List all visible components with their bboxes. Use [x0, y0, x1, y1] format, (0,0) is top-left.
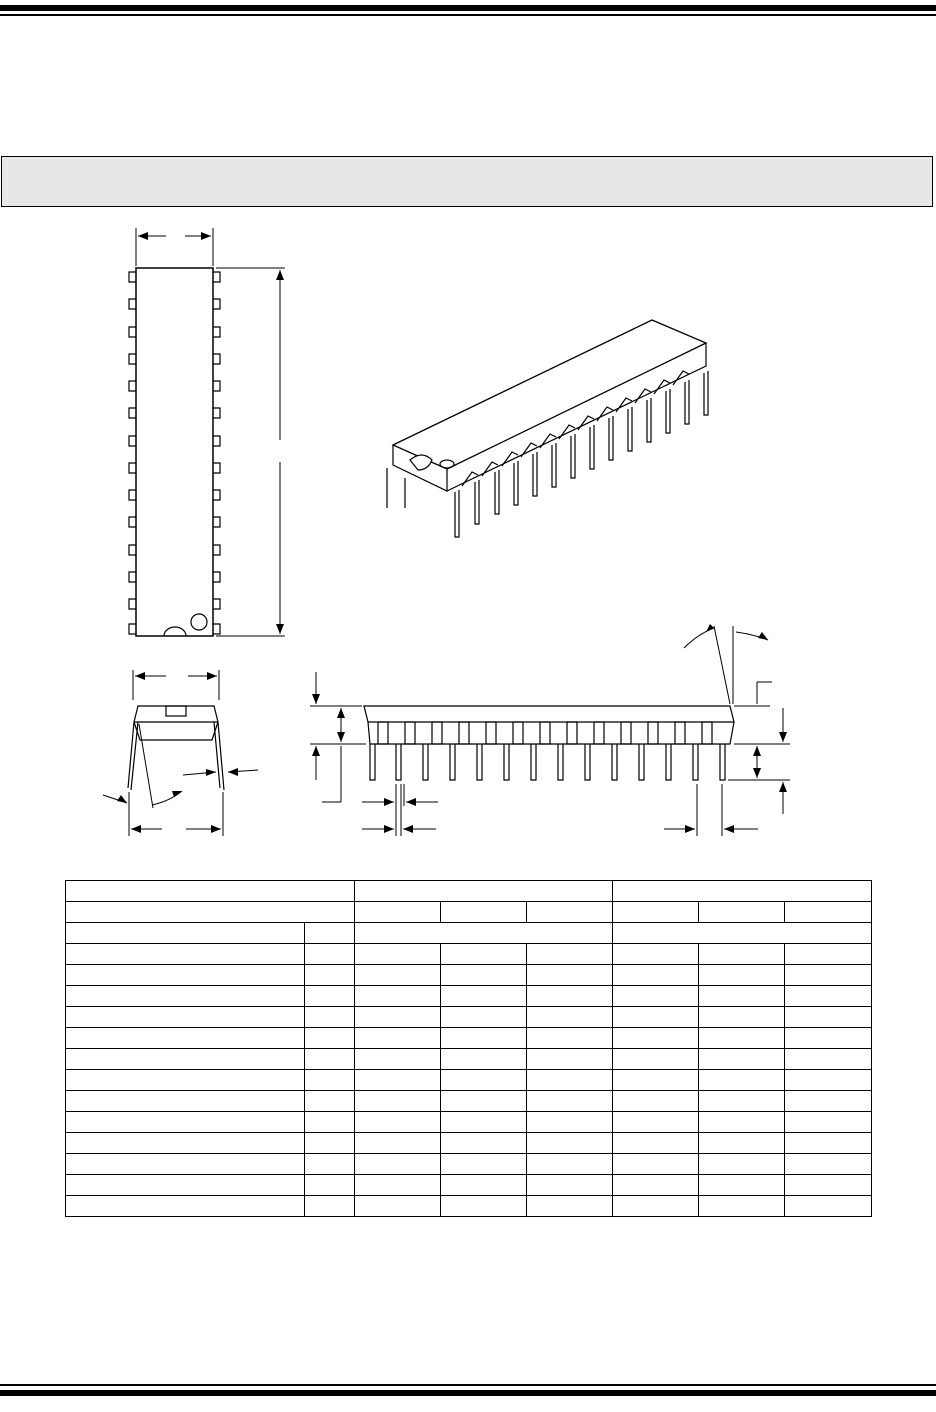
table-cell [699, 902, 785, 923]
dimensions-table [65, 880, 872, 1217]
table-row [66, 902, 872, 923]
table-row [66, 1028, 872, 1049]
table-cell [355, 923, 613, 944]
table-row [66, 923, 872, 944]
end-view [103, 670, 258, 836]
table-cell [66, 923, 305, 944]
table-cell [613, 881, 872, 902]
table-cell [355, 881, 613, 902]
table-row [66, 1049, 872, 1070]
side-view [310, 626, 790, 836]
table-row [66, 944, 872, 965]
top-view [129, 228, 285, 636]
table-row [66, 1175, 872, 1196]
table-cell [66, 881, 355, 902]
table-row [66, 986, 872, 1007]
table-row [66, 1007, 872, 1028]
footer-rule-thin [0, 1384, 936, 1386]
table-row [66, 1070, 872, 1091]
table-row [66, 1133, 872, 1154]
dimension-arrowheads [117, 232, 787, 833]
footer-rule-thick [0, 1390, 936, 1396]
isometric-view [387, 320, 708, 537]
table-row [66, 881, 872, 902]
table-cell [441, 902, 527, 923]
table-row [66, 965, 872, 986]
table-cell [355, 902, 441, 923]
table-row [66, 1091, 872, 1112]
table-cell [785, 902, 872, 923]
table-row [66, 1154, 872, 1175]
table-cell [613, 923, 872, 944]
table-row [66, 1196, 872, 1217]
table-cell [613, 902, 699, 923]
table-cell [66, 902, 355, 923]
table-cell [527, 902, 613, 923]
table-row [66, 1112, 872, 1133]
table-cell [305, 923, 355, 944]
